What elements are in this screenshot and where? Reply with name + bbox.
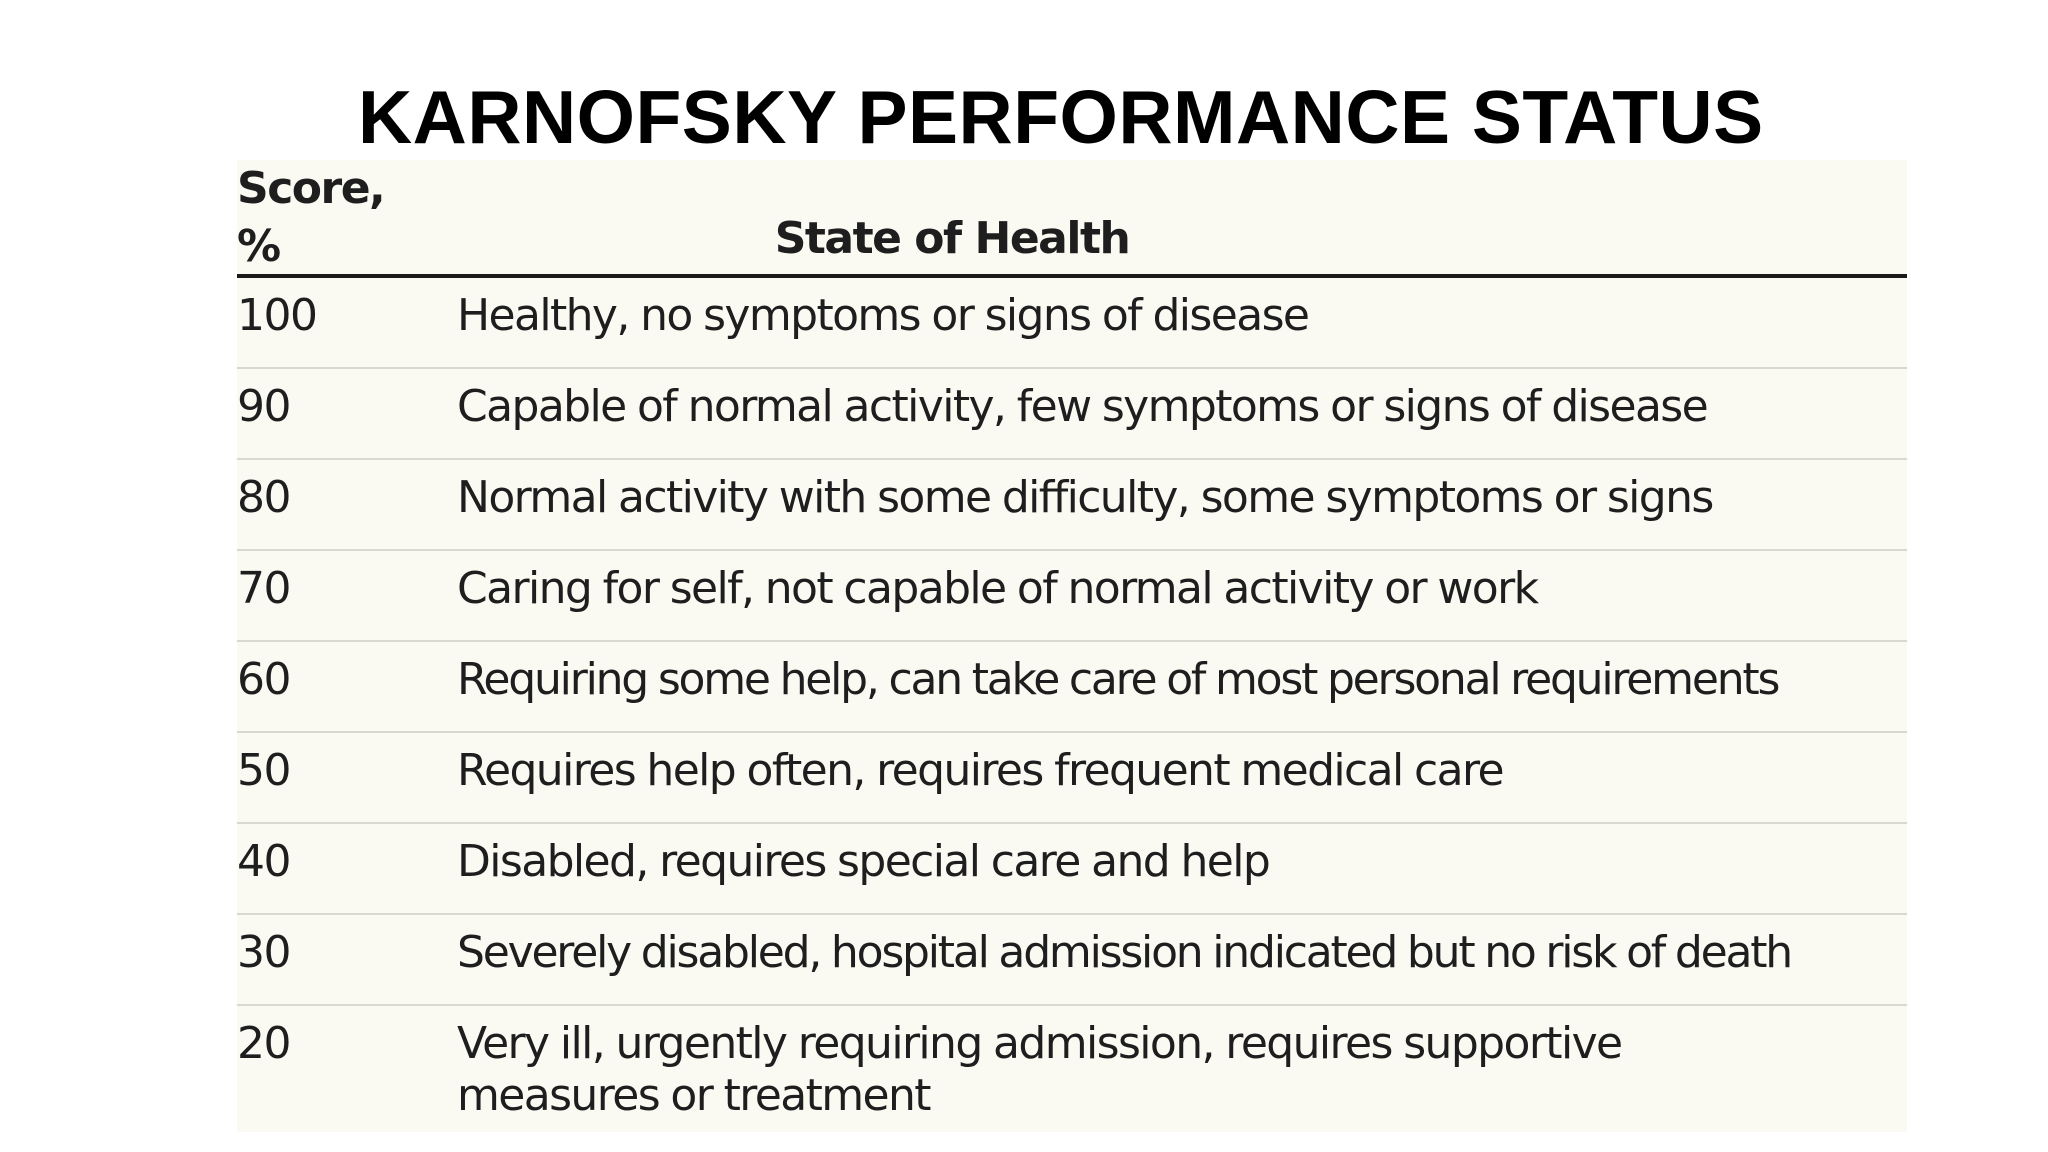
row-score: 50 xyxy=(237,745,290,796)
table-row xyxy=(237,1006,1907,1121)
row-score: 90 xyxy=(237,381,290,432)
header-score: Score, % xyxy=(237,163,385,272)
row-score: 20 xyxy=(237,1018,290,1069)
table-body xyxy=(237,278,1907,1121)
table-row xyxy=(237,824,1907,915)
row-description: Requiring some help, can take care of most personal requirements xyxy=(457,654,1779,705)
table-row xyxy=(237,733,1907,824)
row-score: 40 xyxy=(237,836,290,887)
table-row xyxy=(237,278,1907,369)
page-title: KARNOFSKY PERFORMANCE STATUS xyxy=(358,75,1764,159)
row-score: 70 xyxy=(237,563,290,614)
table-row xyxy=(237,460,1907,551)
row-score: 100 xyxy=(237,290,317,341)
header-state-of-health: State of Health xyxy=(774,213,1130,264)
row-description: Very ill, urgently requiring admission, requires supportive measures or treatment xyxy=(457,1018,1622,1121)
row-description: Requires help often, requires frequent medical care xyxy=(457,745,1503,796)
row-score: 60 xyxy=(237,654,290,705)
row-description: Capable of normal activity, few symptoms or signs of disease xyxy=(457,381,1708,432)
karnofsky-table xyxy=(237,160,1907,1132)
table-row xyxy=(237,551,1907,642)
row-description: Normal activity with some difficulty, some symptoms or signs xyxy=(457,472,1713,523)
table-row xyxy=(237,915,1907,1006)
table-header xyxy=(237,160,1907,278)
table-row xyxy=(237,642,1907,733)
table-row xyxy=(237,369,1907,460)
row-description: Disabled, requires special care and help xyxy=(457,836,1270,887)
row-score: 80 xyxy=(237,472,290,523)
row-description: Severely disabled, hospital admission indicated but no risk of death xyxy=(457,927,1791,978)
row-score: 30 xyxy=(237,927,290,978)
row-description: Caring for self, not capable of normal activity or work xyxy=(457,563,1538,614)
row-description: Healthy, no symptoms or signs of disease xyxy=(457,290,1309,341)
